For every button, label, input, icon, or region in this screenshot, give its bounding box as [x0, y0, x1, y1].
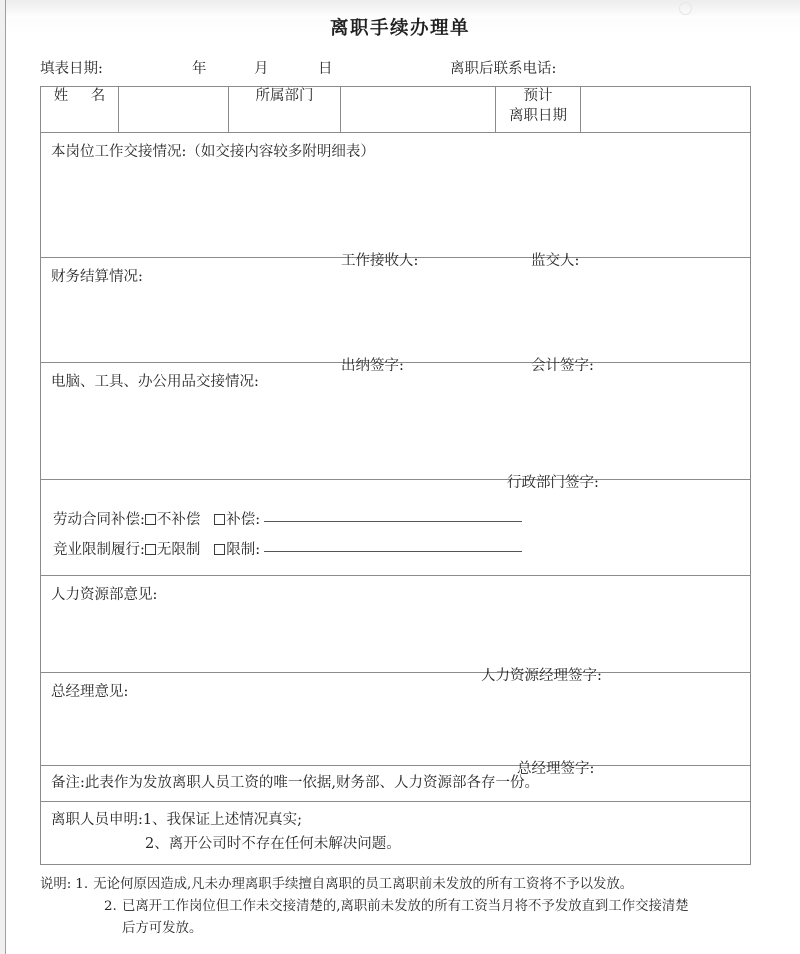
- department-label: 所属部门: [255, 88, 314, 104]
- table-row-declaration: [41, 802, 751, 865]
- year-label: 年: [192, 61, 207, 77]
- footer-note-item-2-continuation: [40, 918, 750, 940]
- declaration-label: 离职人员申明:: [51, 812, 143, 829]
- gm-opinion-section-cell[interactable]: [41, 673, 751, 778]
- fill-date-label: 填表日期:: [40, 61, 103, 77]
- table-row-handover: [41, 133, 751, 258]
- form-meta-line: [40, 57, 750, 81]
- non-compete-detail-input[interactable]: [264, 551, 522, 552]
- general-manager-signature-label[interactable]: 总经理签字:: [517, 761, 595, 778]
- department-value-cell[interactable]: [341, 87, 496, 133]
- non-compete-label: 竞业限制履行:: [53, 541, 145, 558]
- cashier-signature-label[interactable]: 出纳签字:: [341, 358, 404, 374]
- name-label: 姓 名: [53, 88, 115, 104]
- expected-leaving-date-label-line1: 预计: [523, 88, 553, 104]
- hr-opinion-section: [41, 576, 750, 685]
- expected-leaving-date-value-cell[interactable]: [581, 87, 751, 133]
- finance-label: 财务结算情况:: [51, 269, 143, 285]
- expected-leaving-date-label-cell: [496, 87, 581, 133]
- no-restriction-label: 无限制: [156, 541, 201, 558]
- month-label: 月: [254, 61, 269, 77]
- footer-note-lead: 说明:: [40, 877, 72, 893]
- table-row-identity: [41, 87, 751, 133]
- table-row-finance: [41, 258, 751, 363]
- handover-section-cell[interactable]: [41, 133, 751, 269]
- table-row-assets: [41, 363, 751, 480]
- restriction-label: 限制:: [226, 541, 261, 558]
- footer-note-item-2-text: 已离开工作岗位但工作未交接清楚的,离职前未发放的所有工资当月将不予发放直到工作交接清楚: [122, 899, 689, 915]
- contact-phone-label: 离职后联系电话:: [450, 61, 557, 77]
- footer-note-item-1-number: 1.: [75, 877, 89, 893]
- declaration-item-1: 1、我保证上述情况真实;: [142, 812, 303, 829]
- handover-section: [41, 133, 750, 269]
- footer-note-item-2-continuation-text: 后方可发放。: [122, 920, 203, 936]
- footer-note: [40, 874, 750, 939]
- accountant-signature-label[interactable]: 会计签字:: [531, 358, 594, 374]
- declaration-item-2: 2、离开公司时不存在任何未解决问题。: [145, 835, 401, 852]
- hr-manager-signature-label[interactable]: 人力资源经理签字:: [481, 668, 602, 685]
- expected-leaving-date-label-line2: 离职日期: [509, 107, 567, 124]
- remark-text: 备注:此表作为发放离职人员工资的唯一依据,财务部、人力资源部各存一份。: [51, 775, 539, 792]
- work-receiver-signature-label[interactable]: 工作接收人:: [341, 253, 419, 269]
- handover-label: 本岗位工作交接情况:（如交接内容较多附明细表）: [51, 144, 375, 160]
- handover-supervisor-signature-label[interactable]: 监交人:: [531, 253, 580, 269]
- footer-note-item-1: [40, 874, 750, 896]
- declaration-cell: [41, 802, 751, 865]
- checkbox-no-restriction[interactable]: [145, 544, 156, 555]
- page-title: 离职手续办理单: [329, 18, 470, 39]
- footer-note-item-2-number: 2.: [104, 899, 117, 915]
- table-row-hr-opinion: [41, 576, 751, 673]
- hr-opinion-section-cell[interactable]: [41, 576, 751, 685]
- compensation-section-cell: [41, 480, 751, 576]
- declaration-block: [41, 802, 750, 864]
- checkbox-no-compensation[interactable]: [145, 514, 156, 525]
- remark-cell: [41, 766, 751, 802]
- finance-section: [41, 258, 750, 374]
- yes-compensation-label: 补偿:: [226, 512, 261, 528]
- department-label-cell: [229, 87, 341, 133]
- compensation-checkbox-block: [41, 480, 750, 575]
- no-compensation-label: 不补偿: [156, 512, 201, 528]
- assets-section: [41, 363, 750, 491]
- resignation-form-table: [40, 86, 751, 865]
- day-label: 日: [318, 61, 333, 77]
- footer-note-continuation-spacer: [104, 918, 122, 940]
- checkbox-yes-compensation[interactable]: [214, 514, 225, 525]
- finance-section-cell[interactable]: [41, 258, 751, 374]
- name-value-cell[interactable]: [119, 87, 229, 133]
- compensation-amount-input[interactable]: [264, 521, 522, 522]
- admin-department-signature-label[interactable]: 行政部门签字:: [507, 475, 599, 491]
- name-label-cell: [41, 87, 119, 133]
- assets-label: 电脑、工具、办公用品交接情况:: [51, 374, 259, 390]
- assets-section-cell[interactable]: [41, 363, 751, 491]
- table-row-gm-opinion: [41, 673, 751, 766]
- labor-contract-compensation-label: 劳动合同补偿:: [53, 512, 145, 528]
- gm-opinion-section: [41, 673, 750, 778]
- hr-opinion-label: 人力资源部意见:: [51, 587, 158, 604]
- labor-contract-compensation-row: [53, 506, 750, 536]
- footer-note-item-2: [40, 896, 750, 918]
- checkbox-restriction[interactable]: [214, 544, 225, 555]
- table-row-remark: [41, 766, 751, 802]
- footer-note-item-1-text: 无论何原因造成,凡未办理离职手续擅自离职的员工离职前未发放的所有工资将不予以发放。: [93, 877, 634, 893]
- gm-opinion-label: 总经理意见:: [51, 684, 129, 701]
- non-compete-row: [53, 536, 750, 566]
- table-row-compensation: [41, 480, 751, 576]
